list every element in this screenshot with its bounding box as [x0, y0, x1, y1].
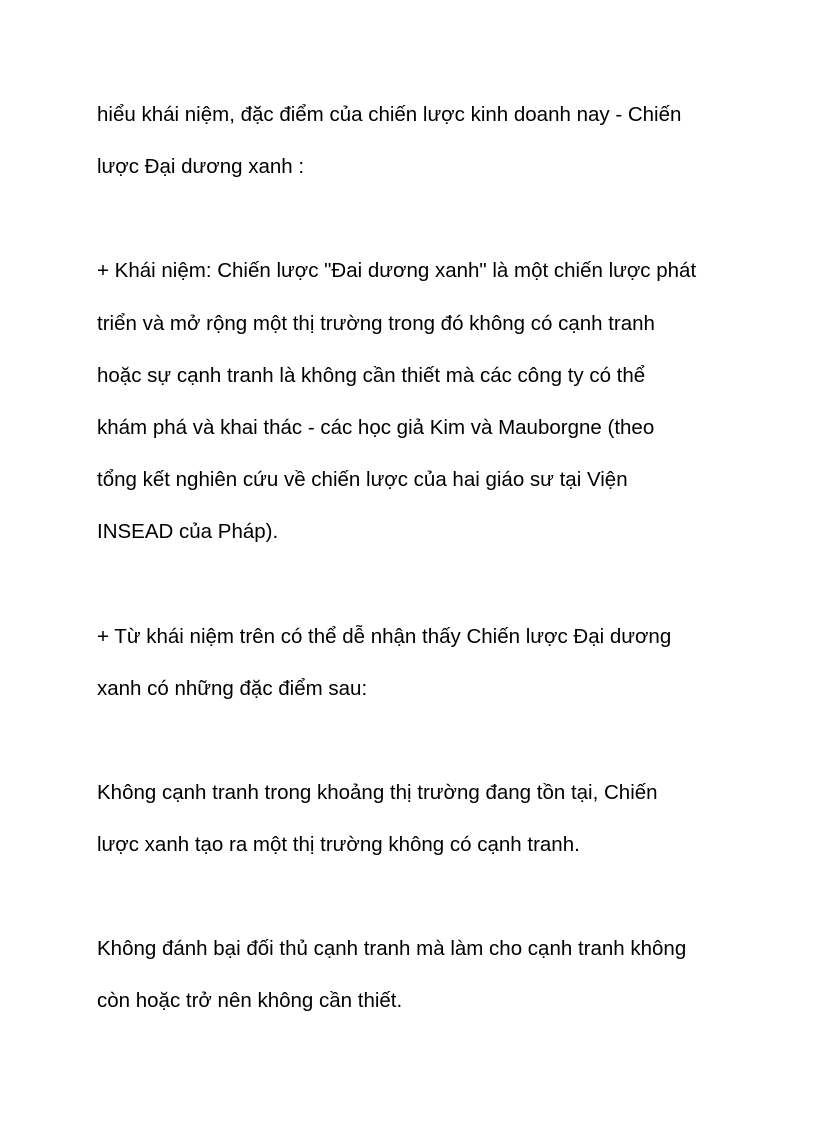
- paragraph-3-line-1: + Từ khái niệm trên có thể dễ nhận thấy Chiến lược Đại dương: [97, 625, 672, 648]
- paragraph-4-line-1: Không cạnh tranh trong khoảng thị trường đang tồn tại, Chiến: [97, 781, 658, 804]
- paragraph-2-line-2: triển và mở rộng một thị trường trong đó không có cạnh tranh: [97, 312, 655, 335]
- paragraph-2-line-6: INSEAD của Pháp).: [97, 520, 279, 543]
- paragraph-5-line-1: Không đánh bại đối thủ cạnh tranh mà làm cho cạnh tranh không: [97, 937, 687, 960]
- paragraph-3-line-2: xanh có những đặc điểm sau:: [97, 677, 368, 700]
- paragraph-2-line-1: + Khái niệm: Chiến lược "Đai dương xanh" là một chiến lược phát: [97, 259, 697, 282]
- paragraph-1-line-1: hiểu khái niệm, đặc điểm của chiến lược kinh doanh nay - Chiến: [97, 103, 682, 126]
- paragraph-2-line-4: khám phá và khai thác - các học giả Kim và Mauborgne (theo: [97, 416, 655, 439]
- paragraph-5-line-2: còn hoặc trở nên không cần thiết.: [97, 989, 403, 1012]
- paragraph-1-line-2: lược Đại dương xanh :: [97, 155, 305, 178]
- paragraph-2-line-3: hoặc sự cạnh tranh là không cần thiết mà các công ty có thể: [97, 364, 646, 387]
- paragraph-2-line-5: tổng kết nghiên cứu về chiến lược của hai giáo sư tại Viện: [97, 468, 628, 491]
- paragraph-4-line-2: lược xanh tạo ra một thị trường không có cạnh tranh.: [97, 833, 580, 856]
